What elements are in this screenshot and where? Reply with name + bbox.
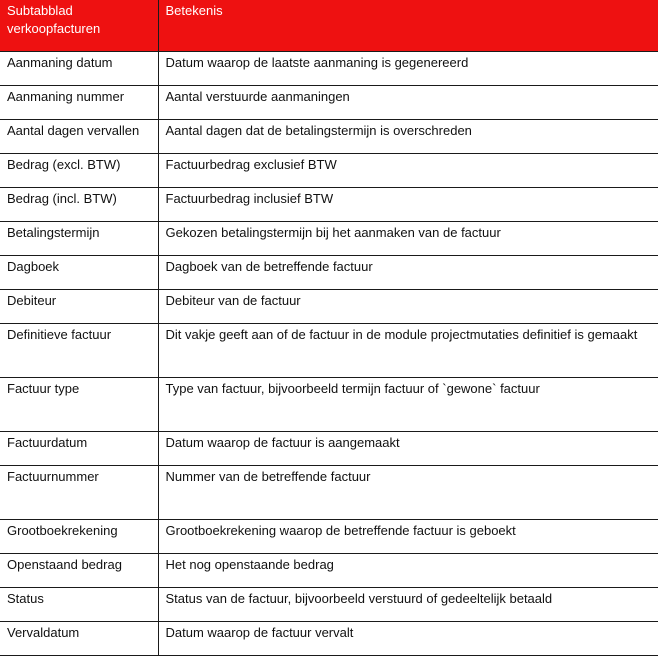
meaning-cell: Dit vakje geeft aan of de factuur in de module projectmutaties definitief is gemaakt: [158, 324, 658, 378]
field-cell: Grootboekrekening: [0, 520, 158, 554]
table-row: [0, 378, 658, 432]
field-cell: Status: [0, 588, 158, 622]
field-cell: Aanmaning datum: [0, 52, 158, 86]
field-cell: Debiteur: [0, 290, 158, 324]
meaning-cell: Aantal dagen dat de betalingstermijn is overschreden: [158, 120, 658, 154]
table-row: [0, 432, 658, 466]
table-row: [0, 120, 658, 154]
meaning-cell: Factuurbedrag exclusief BTW: [158, 154, 658, 188]
field-cell: Factuur type: [0, 378, 158, 432]
field-cell: Betalingstermijn: [0, 222, 158, 256]
field-cell: Dagboek: [0, 256, 158, 290]
table-row: [0, 622, 658, 656]
field-cell: Openstaand bedrag: [0, 554, 158, 588]
field-cell: Vervaldatum: [0, 622, 158, 656]
field-cell: Aantal dagen vervallen: [0, 120, 158, 154]
table-row: [0, 520, 658, 554]
meaning-cell: Factuurbedrag inclusief BTW: [158, 188, 658, 222]
meaning-cell: Datum waarop de laatste aanmaning is gegenereerd: [158, 52, 658, 86]
table-row: [0, 52, 658, 86]
table-row: [0, 324, 658, 378]
meaning-cell: Grootboekrekening waarop de betreffende factuur is geboekt: [158, 520, 658, 554]
meaning-cell: Het nog openstaande bedrag: [158, 554, 658, 588]
field-cell: Bedrag (incl. BTW): [0, 188, 158, 222]
meaning-cell: Datum waarop de factuur is aangemaakt: [158, 432, 658, 466]
table-row: [0, 188, 658, 222]
meaning-cell: Aantal verstuurde aanmaningen: [158, 86, 658, 120]
table-row: [0, 222, 658, 256]
table-row: [0, 290, 658, 324]
table-row: [0, 256, 658, 290]
meaning-cell: Nummer van de betreffende factuur: [158, 466, 658, 520]
field-cell: Definitieve factuur: [0, 324, 158, 378]
table-row: [0, 154, 658, 188]
field-cell: Aanmaning nummer: [0, 86, 158, 120]
field-cell: Bedrag (excl. BTW): [0, 154, 158, 188]
column-header-meaning: Betekenis: [158, 0, 658, 52]
field-cell: Factuurdatum: [0, 432, 158, 466]
field-cell: Factuurnummer: [0, 466, 158, 520]
table-row: [0, 554, 658, 588]
column-header-subtab: Subtabblad verkoopfacturen: [0, 0, 158, 52]
meaning-cell: Status van de factuur, bijvoorbeeld verstuurd of gedeeltelijk betaald: [158, 588, 658, 622]
table-row: [0, 588, 658, 622]
header-row: [0, 0, 658, 52]
meaning-cell: Type van factuur, bijvoorbeeld termijn factuur of `gewone` factuur: [158, 378, 658, 432]
meaning-cell: Gekozen betalingstermijn bij het aanmaken van de factuur: [158, 222, 658, 256]
table-row: [0, 86, 658, 120]
meaning-cell: Debiteur van de factuur: [158, 290, 658, 324]
meaning-cell: Dagboek van de betreffende factuur: [158, 256, 658, 290]
table-row: [0, 466, 658, 520]
meaning-cell: Datum waarop de factuur vervalt: [158, 622, 658, 656]
